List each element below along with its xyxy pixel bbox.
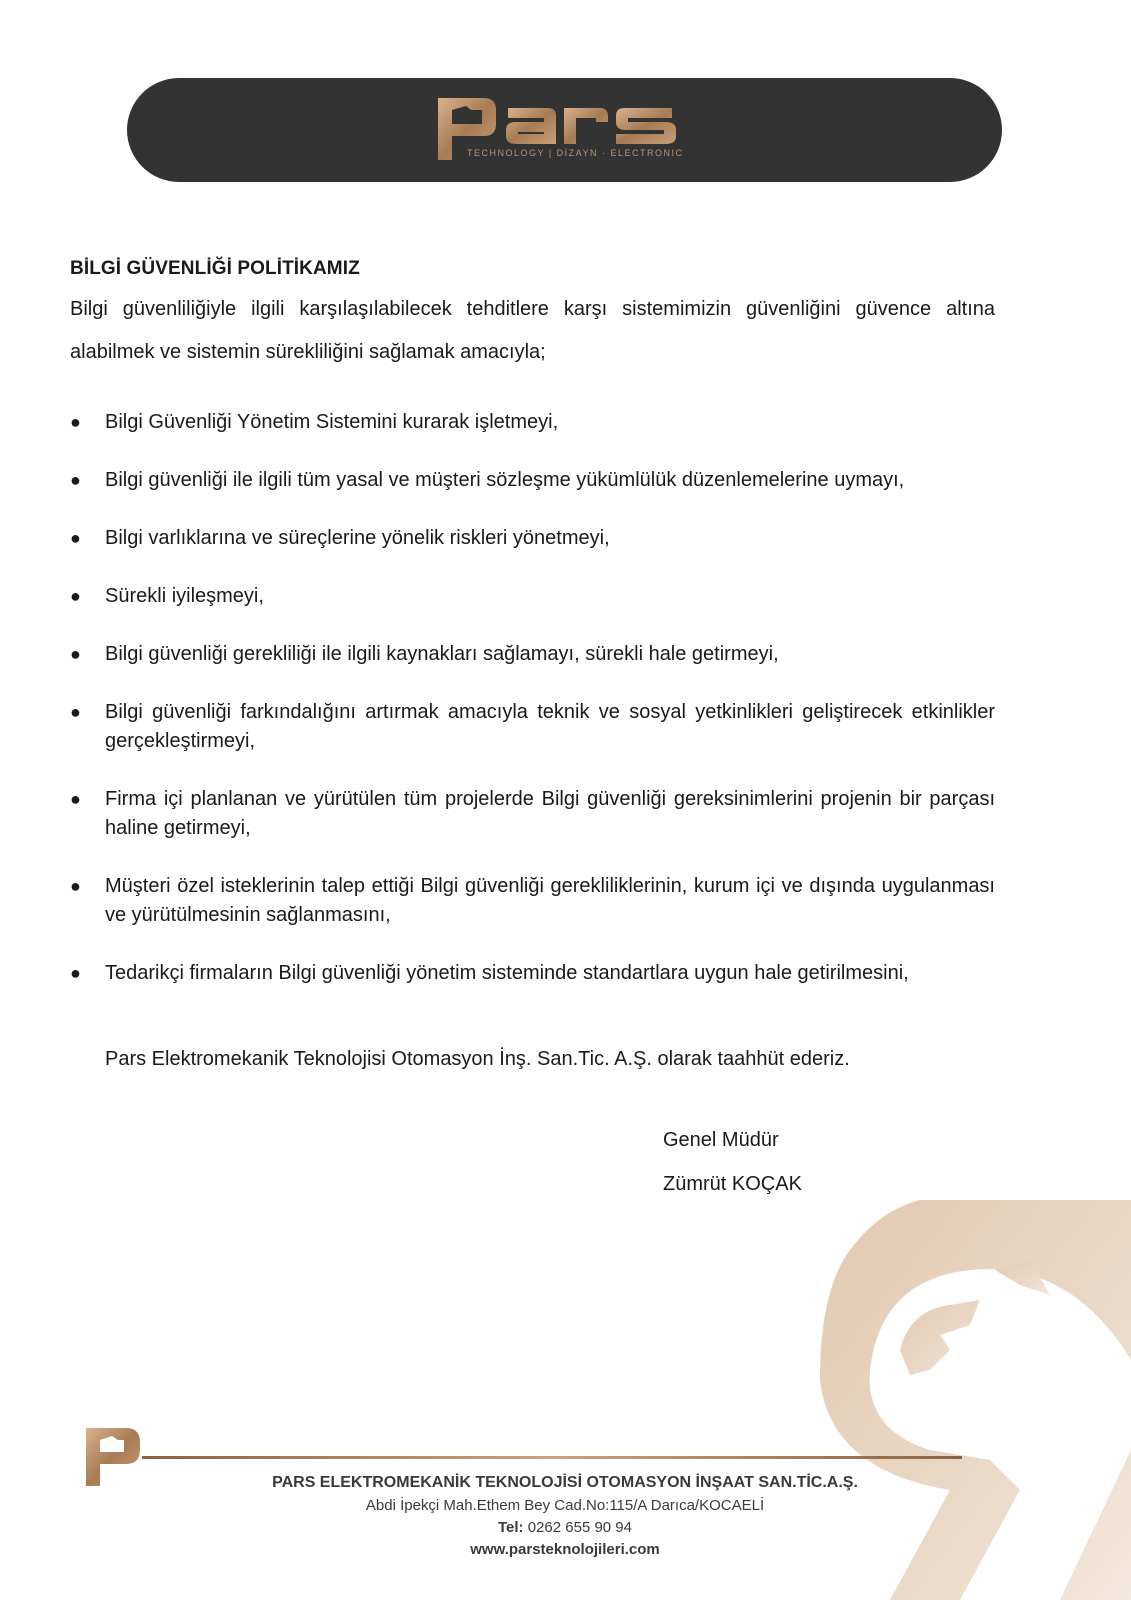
phone-label: Tel: xyxy=(497,1519,524,1536)
commitment-statement: Pars Elektromekanik Teknolojisi Otomasyon İnş. San.Tic. A.Ş. olarak taahhüt ederiz. xyxy=(105,1048,850,1070)
policy-content xyxy=(70,258,995,1017)
company-website[interactable]: www.parsteknolojileri.com xyxy=(470,1541,660,1558)
bullet-icon: ● xyxy=(70,470,81,490)
bullet-icon: ● xyxy=(70,586,81,606)
signature-block xyxy=(663,1118,802,1206)
list-item: ● Bilgi güvenliği farkındalığını artırmak amacıyla teknik ve sosyal yetkinlikleri geliştirecek etkinlikler gerçekleştirmeyi, xyxy=(70,698,995,756)
policy-list xyxy=(70,408,995,988)
logo-tagline: TECHNOLOGY | DİZAYN · ELECTRONIC xyxy=(467,148,684,158)
phone-number: 0262 655 90 94 xyxy=(527,1519,632,1536)
list-item: ● Bilgi Güvenliği Yönetim Sistemini kurarak işletmeyi, xyxy=(70,408,995,437)
footer xyxy=(200,1474,930,1558)
company-address: Abdi İpekçi Mah.Ethem Bey Cad.No:115/A Darıca/KOCAELİ xyxy=(365,1497,765,1514)
list-item: ● Müşteri özel isteklerinin talep ettiği Bilgi güvenliği gerekliliklerinin, kurum içi ve dışında uygulanması ve yürütülmesinin sağlanmasını, xyxy=(70,872,995,930)
list-item: ● Tedarikçi firmaların Bilgi güvenliği yönetim sisteminde standartlara uygun hale getirilmesini, xyxy=(70,959,995,988)
signature-name: Zümrüt KOÇAK xyxy=(663,1173,802,1195)
bullet-icon: ● xyxy=(70,412,81,432)
company-name: PARS ELEKTROMEKANİK TEKNOLOJİSİ OTOMASYON İNŞAAT SAN.TİC.A.Ş. xyxy=(272,1474,858,1491)
list-item: ● Firma içi planlanan ve yürütülen tüm projelerde Bilgi güvenliği gereksinimlerini projenin bir parçası haline getirmeyi, xyxy=(70,785,995,843)
pars-p-icon xyxy=(84,1426,144,1488)
intro-paragraph: Bilgi güvenliliğiyle ilgili karşılaşılabilecek tehditlere karşı sistemimizin güvenliğini güvence altına alabilmek ve sistemin sürekliliğini sağlamak amacıyla; xyxy=(70,298,995,363)
bullet-icon: ● xyxy=(70,644,81,664)
list-item: ● Bilgi varlıklarına ve süreçlerine yönelik riskleri yönetmeyi, xyxy=(70,524,995,553)
list-item: ● Sürekli iyileşmeyi, xyxy=(70,582,995,611)
list-item: ● Bilgi güvenliği gerekliliği ile ilgili kaynakları sağlamayı, sürekli hale getirmeyi, xyxy=(70,640,995,669)
document-title: BİLGİ GÜVENLİĞİ POLİTİKAMIZ xyxy=(70,258,360,279)
footer-divider xyxy=(142,1456,962,1459)
company-phone xyxy=(200,1519,930,1536)
list-item: ● Bilgi güvenliği ile ilgili tüm yasal ve müşteri sözleşme yükümlülük düzenlemelerine uymayı, xyxy=(70,466,995,495)
bullet-icon: ● xyxy=(70,876,81,896)
bullet-icon: ● xyxy=(70,702,81,722)
bullet-icon: ● xyxy=(70,789,81,809)
bullet-icon: ● xyxy=(70,963,81,983)
signature-role: Genel Müdür xyxy=(663,1129,779,1151)
bullet-icon: ● xyxy=(70,528,81,548)
